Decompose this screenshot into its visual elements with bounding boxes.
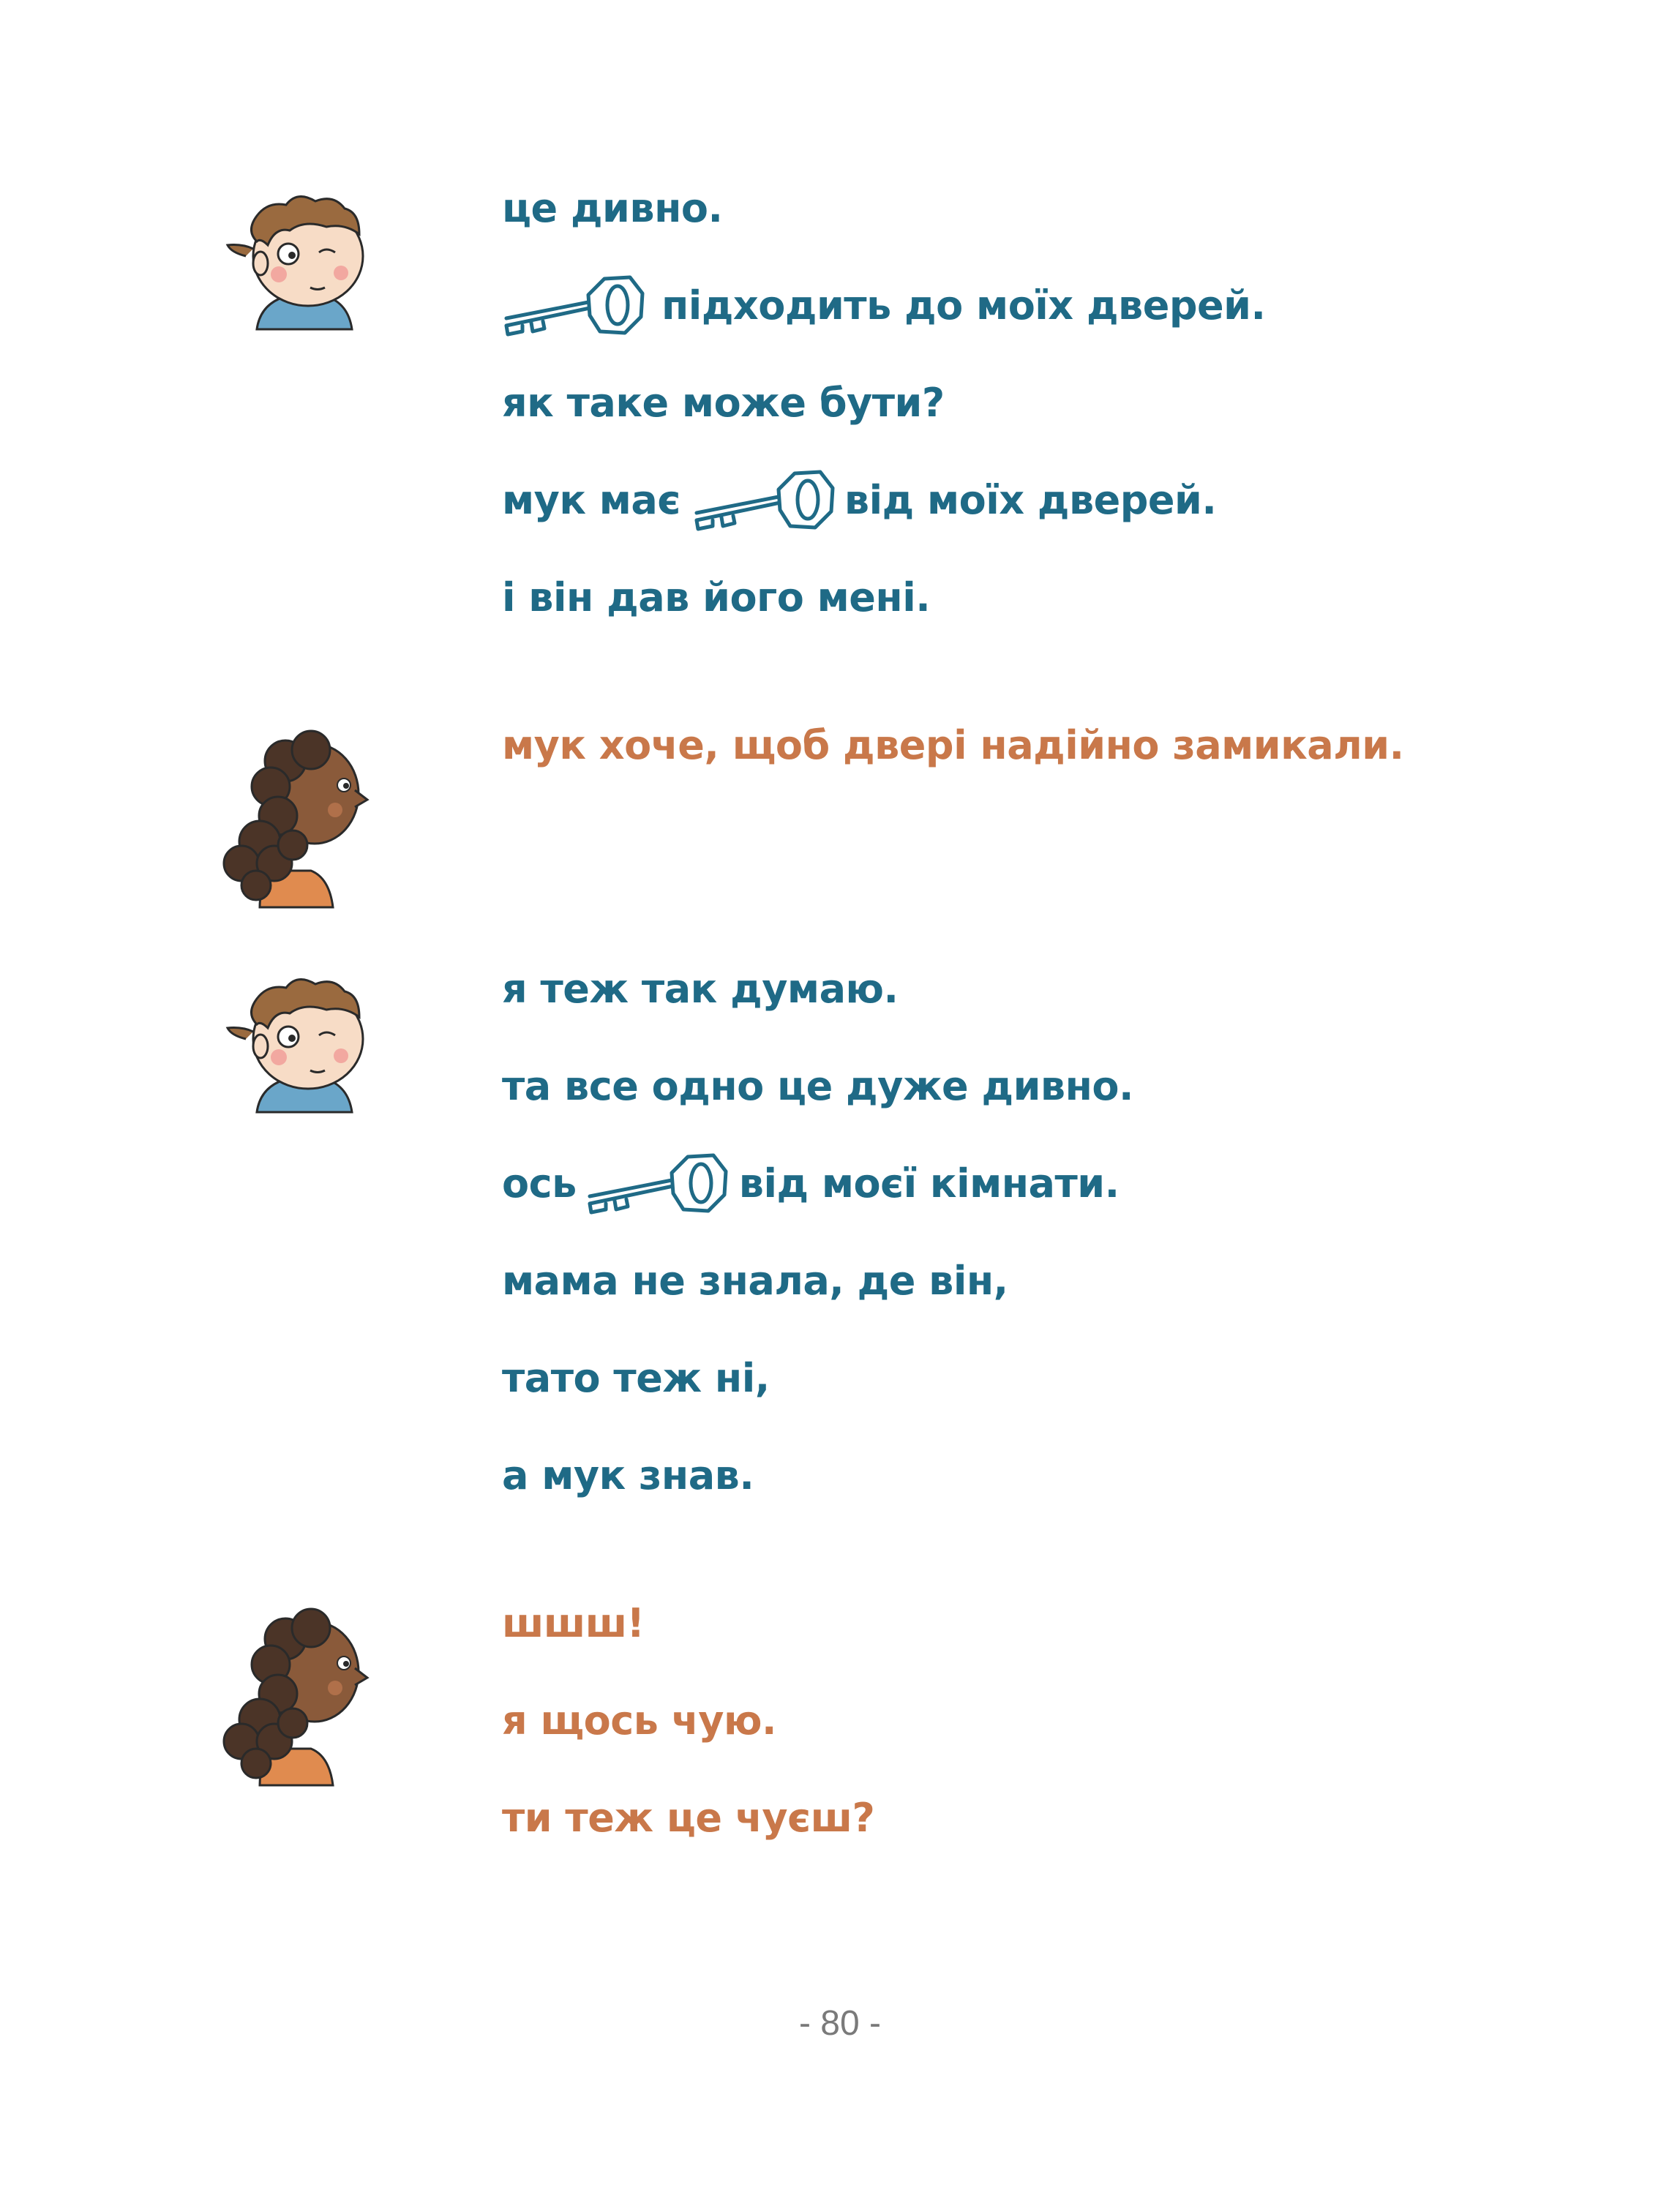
line-text: як таке може бути? — [502, 380, 945, 426]
line-text: від моїх дверей. — [844, 477, 1217, 523]
girl-avatar-icon — [205, 1599, 380, 1774]
dialogue-line — [502, 1598, 645, 1649]
line-text: а мук знав. — [502, 1452, 754, 1498]
dialogue-line — [502, 1450, 754, 1501]
line-text: шшш! — [502, 1600, 645, 1646]
line-text: підходить до моїх дверей. — [661, 282, 1266, 329]
key-icon — [585, 1151, 732, 1217]
line-text: ти теж це чуєш? — [502, 1795, 875, 1841]
boy-avatar-icon — [217, 187, 392, 362]
line-text: я щось чую. — [502, 1697, 777, 1744]
dialogue-line — [502, 1793, 874, 1844]
line-text: я теж так думаю. — [502, 966, 899, 1012]
dialogue-line — [502, 280, 1265, 331]
dialogue-line — [502, 1256, 1008, 1307]
dialogue-line — [502, 1695, 776, 1746]
dialogue-line — [502, 1061, 1133, 1112]
dialogue-line — [502, 183, 723, 234]
dialogue-line — [502, 964, 899, 1015]
dialogue-line — [502, 475, 1216, 526]
dialogue-line — [502, 378, 945, 429]
line-text: мук має — [502, 477, 680, 523]
line-text: ось — [502, 1160, 577, 1207]
dialogue-line — [502, 720, 1404, 771]
dialogue-line — [502, 1353, 770, 1404]
boy-avatar-icon — [217, 969, 392, 1145]
page-number: - 80 - — [798, 2004, 882, 2043]
line-text: мук хоче, щоб двері надійно замикали. — [502, 722, 1404, 768]
line-text: від моєї кімнати. — [738, 1160, 1120, 1207]
line-text: і він дав його мені. — [502, 574, 931, 620]
key-icon — [692, 468, 839, 533]
line-text: тато теж ні, — [502, 1355, 770, 1401]
dialogue-line — [502, 1158, 1120, 1209]
girl-avatar-icon — [205, 721, 380, 896]
line-text: та все одно це дуже дивно. — [502, 1063, 1134, 1109]
dialogue-line — [502, 572, 930, 623]
key-icon — [502, 273, 648, 339]
line-text: мама не знала, де він, — [502, 1258, 1008, 1304]
line-text: це дивно. — [502, 185, 723, 231]
